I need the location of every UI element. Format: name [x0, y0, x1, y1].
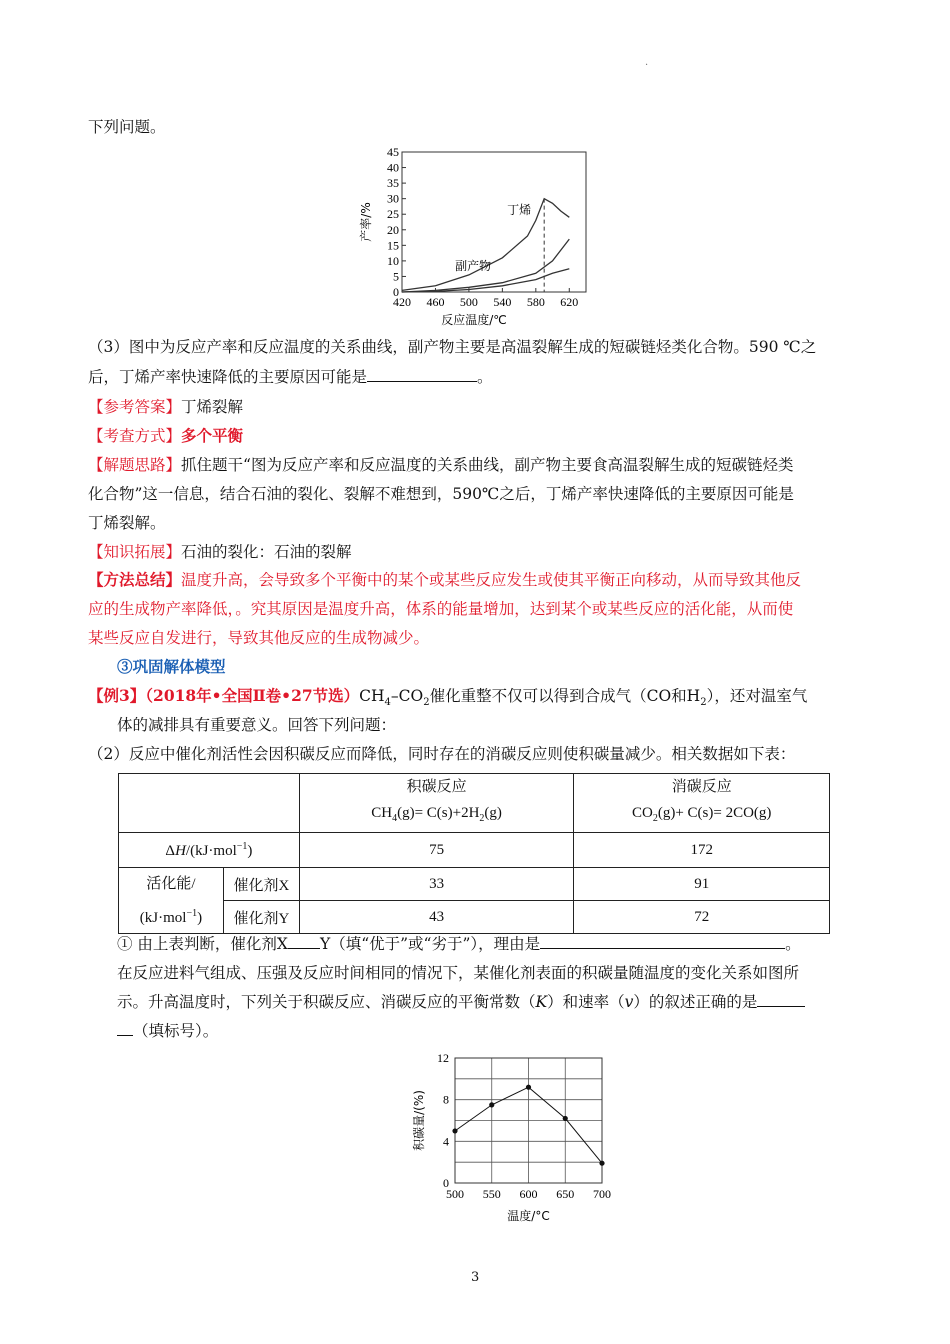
- data-point: [563, 1116, 568, 1121]
- y-tick-label: 25: [387, 207, 399, 222]
- y-tick-label: 15: [387, 238, 399, 253]
- thinking-tag: 【解题思路】: [88, 456, 182, 474]
- y-tick-label: 20: [387, 222, 399, 237]
- symbol-v: v: [624, 993, 634, 1011]
- exam-method: [88, 425, 243, 447]
- q1-text-e: ）的叙述正确的是: [633, 993, 758, 1011]
- data-point: [452, 1128, 457, 1133]
- enthalpy-value: 172: [574, 833, 830, 868]
- data-point: [526, 1085, 531, 1090]
- carbon-elimination-head: [574, 774, 830, 833]
- ea-value: 72: [574, 901, 830, 934]
- ch4-text: CH: [359, 687, 385, 705]
- example-text-end: ），还对温室气: [706, 687, 808, 705]
- thinking-line3: 丁烯裂解。: [88, 514, 166, 532]
- x-tick-label: 420: [393, 295, 411, 309]
- y-tick-label: 0: [393, 285, 399, 299]
- example-tag: 【例3】: [88, 686, 146, 705]
- catalyst-y-label: 催化剂Y: [223, 901, 299, 934]
- q1-end: 。: [785, 935, 801, 953]
- y-tick-label: 0: [443, 1176, 449, 1190]
- question-2: （2）反应中催化剂活性会因积碳反应而降低，同时存在的消碳反应则使积碳量减少。相关数据如下表：: [88, 745, 796, 763]
- example-3-line1: 【例3】（2018年•全国Ⅱ卷•27节选）$CH_4-CO_2$催化重整不仅可以得到合成气（CO和$H_2$），还对温室气: [88, 686, 808, 709]
- ea-value: 91: [574, 868, 830, 901]
- y-tick-label: 8: [443, 1092, 449, 1107]
- y-tick-label: 5: [393, 269, 399, 284]
- plot-frame: [402, 152, 586, 292]
- thinking-text-1: 抓住题干“图为反应产率和反应温度的关系曲线，副产物主要食高温裂解生成的短碳链烃类: [181, 456, 794, 474]
- option-blank[interactable]: [757, 992, 805, 1007]
- q1-text-c: 示。升高温度时，下列关于积碳反应、消碳反应的平衡常数（: [117, 993, 536, 1011]
- thinking-line1: [88, 454, 793, 476]
- y-tick-label: 45: [387, 146, 399, 159]
- enthalpy-label: ΔH/(kJ·mol$^{-1}$): [119, 833, 300, 868]
- ea-label-2: (kJ·mol$^{-1}$): [139, 907, 203, 926]
- intro-tail: 下列问题。: [88, 118, 166, 136]
- x-tick-label: 620: [560, 295, 579, 309]
- example-source: （2018年•全国Ⅱ卷•27节选）: [145, 686, 360, 705]
- catalyst-x-label: 催化剂X: [223, 868, 299, 901]
- x-tick-label: 650: [556, 1187, 575, 1201]
- reason-blank[interactable]: [540, 934, 785, 949]
- co2-text: –CO: [390, 687, 424, 705]
- answer-text: 丁烯裂解: [181, 398, 244, 416]
- question-1-line4: [117, 1020, 218, 1042]
- answer-tag: 【参考答案】: [88, 398, 182, 416]
- summary-line1: [88, 569, 801, 591]
- top-mark: ·: [645, 60, 649, 71]
- method-text: 多个平衡: [181, 426, 244, 445]
- x-tick-label: 500: [446, 1187, 464, 1201]
- ea-label-1: 活化能/: [146, 875, 196, 892]
- y-tick-label: 4: [443, 1134, 449, 1149]
- question-3-line1: （3）图中为反应产率和反应温度的关系曲线，副产物主要是高温裂解生成的短碳链烃类化合物。590 ℃之: [88, 338, 817, 356]
- col1-head: 积碳反应: [406, 779, 467, 795]
- y-tick-label: 40: [387, 160, 399, 175]
- enthalpy-value: 75: [299, 833, 574, 868]
- summary-tag: 【方法总结】: [88, 570, 182, 589]
- question-1-line3: [117, 991, 805, 1013]
- question-1-line2: 在反应进料气组成、压强及反应时间相同的情况下，某催化剂表面的积碳量随温度的变化关系如图所: [117, 964, 800, 982]
- option-blank-cont[interactable]: [117, 1021, 133, 1036]
- q1-end-2: （填标号）。: [133, 1022, 219, 1040]
- question-3-line2: [88, 366, 493, 388]
- q1-text-d: ）和速率（: [547, 993, 625, 1011]
- y-axis-label: 产率/%: [359, 202, 373, 242]
- method-tag: 【考查方式】: [88, 427, 182, 445]
- answer-blank[interactable]: [367, 367, 477, 382]
- carbon-deposition-head: [299, 774, 574, 833]
- x-tick-label: 500: [459, 295, 478, 309]
- x-tick-label: 540: [493, 295, 512, 309]
- ea-value: 43: [299, 901, 574, 934]
- q3-text: 后，丁烯产率快速降低的主要原因可能是: [88, 368, 368, 386]
- table-corner: [119, 774, 300, 833]
- y-tick-label: 35: [387, 176, 399, 191]
- series-label: 丁烯: [507, 203, 532, 218]
- x-tick-label: 580: [526, 295, 545, 309]
- col2-head: 消碳反应: [671, 779, 732, 795]
- data-point: [599, 1161, 604, 1166]
- compare-blank[interactable]: [288, 934, 320, 949]
- x-tick-label: 600: [519, 1187, 538, 1201]
- q1-text-a: ① 由上表判断，催化剂X: [117, 935, 288, 953]
- q3-end: 。: [477, 368, 493, 386]
- example-3-line2: 体的减排具有重要意义。回答下列问题：: [117, 716, 397, 734]
- thinking-line2: 化合物”这一信息，结合石油的裂化、裂解不难想到，590℃之后，丁烯产率快速降低的主要原因可能是: [88, 485, 794, 503]
- summary-line3: 某些反应自发进行，导致其他反应的生成物减少。: [88, 629, 430, 647]
- knowledge-text: 石油的裂化：石油的裂解: [181, 543, 352, 561]
- q1-text-b: Y（填“优于”或“劣于”），理由是: [319, 935, 541, 953]
- question-1-line1: [117, 933, 801, 955]
- x-axis-label: 反应温度/℃: [441, 313, 507, 327]
- knowledge-extension: [88, 541, 352, 563]
- summary-line2: 应的生成物产率降低，。究其原因是温度升高，体系的能量增加，达到某个或某些反应的活化能，从而使: [88, 600, 794, 618]
- x-tick-label: 460: [426, 295, 445, 309]
- carbon-deposition-chart: [405, 1048, 620, 1228]
- series-label: 副产物: [455, 259, 492, 274]
- reaction-data-table: [118, 773, 830, 934]
- example-text: 催化重整不仅可以得到合成气（CO和H: [429, 687, 701, 705]
- ea-value: 33: [299, 868, 574, 901]
- x-tick-label: 700: [593, 1187, 611, 1201]
- y-axis-label: 积碳量/(%): [412, 1090, 426, 1151]
- data-point: [489, 1102, 494, 1107]
- y-tick-label: 12: [437, 1051, 449, 1065]
- summary-text-1: 温度升高，会导致多个平衡中的某个或某些反应发生或使其平衡正向移动，从而导致其他反: [181, 571, 802, 589]
- y-tick-label: 30: [387, 191, 399, 206]
- symbol-k: K: [535, 993, 548, 1011]
- col2-equation: $CO_2(g)+ C(s)= 2CO(g)$: [631, 805, 772, 824]
- yield-temperature-chart: [358, 146, 598, 331]
- reference-answer: [88, 396, 243, 418]
- x-tick-label: 550: [482, 1187, 501, 1201]
- y-tick-label: 10: [387, 253, 399, 268]
- knowledge-tag: 【知识拓展】: [88, 543, 182, 561]
- page-number: 3: [471, 1270, 480, 1285]
- x-axis-label: 温度/°C: [507, 1209, 550, 1223]
- col1-equation: $CH_4(g)= C(s)+2H_2(g)$: [371, 805, 502, 824]
- section-title: ③巩固解体模型: [117, 657, 226, 676]
- activation-energy-label: [119, 868, 224, 934]
